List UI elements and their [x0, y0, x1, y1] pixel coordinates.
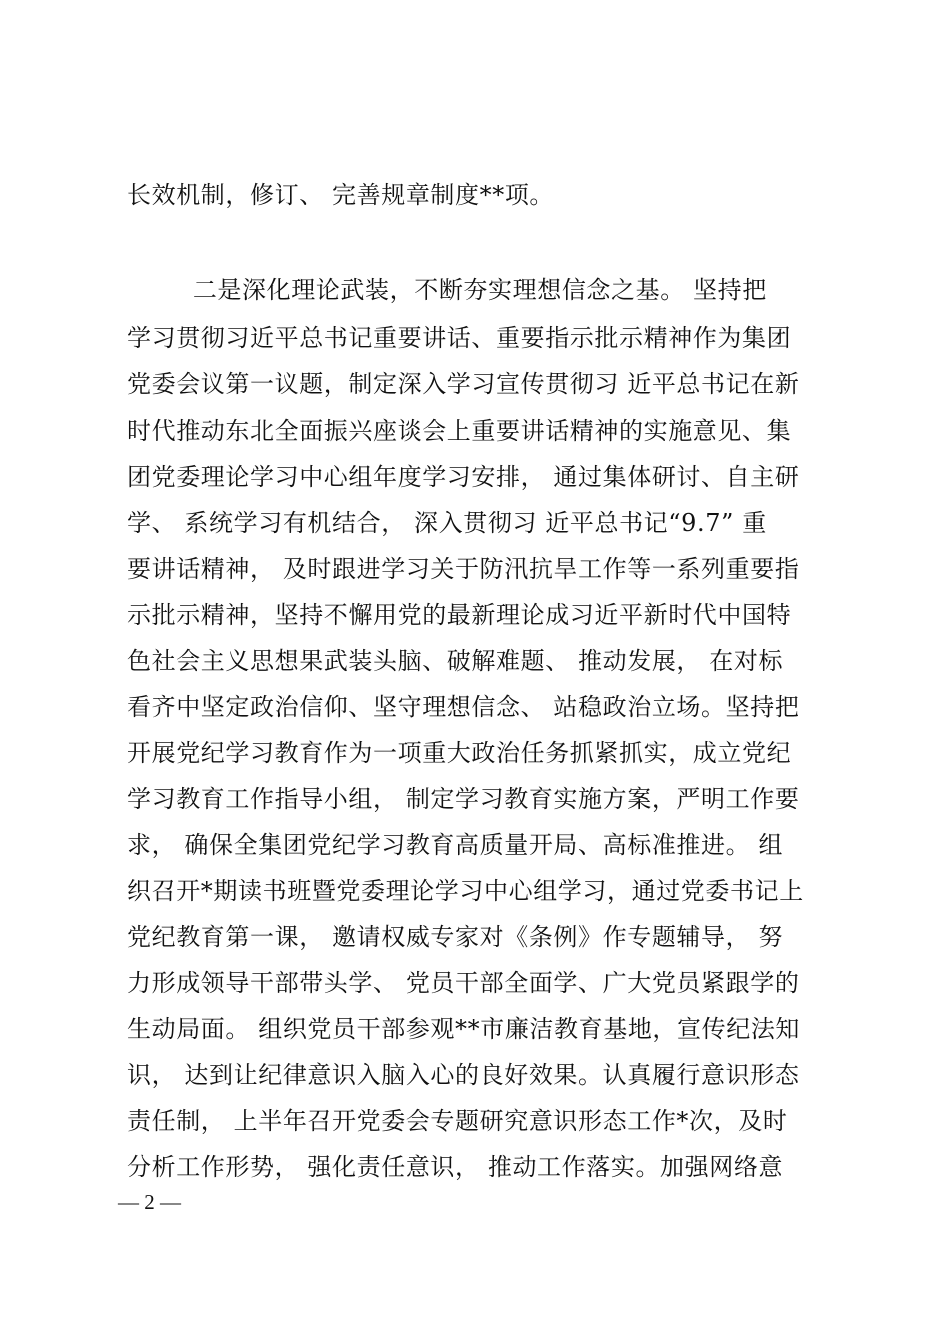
text-line: 党委会议第一议题，制定深入学习宣传贯彻习 近平总书记在新	[127, 370, 800, 398]
text-line: 学、 系统学习有机结合， 深入贯彻习 近平总书记“9.7” 重	[127, 509, 767, 537]
text-line: 党纪教育第一课， 邀请权威专家对《条例》作专题辅导， 努	[127, 923, 784, 951]
text-line: 时代推动东北全面振兴座谈会上重要讲话精神的实施意见、集	[127, 417, 792, 445]
text-line: 要讲话精神， 及时跟进学习关于防汛抗旱工作等一系列重要指	[127, 555, 800, 583]
text-line: 长效机制，修订、 完善规章制度**项。	[127, 181, 555, 209]
page-number: — 2 —	[118, 1190, 181, 1214]
text-line: 学习教育工作指导小组， 制定学习教育实施方案，严明工作要	[127, 785, 800, 813]
paragraph-heading-line: 二是深化理论武装，不断夯实理想信念之基。 坚持把	[127, 276, 767, 304]
text-line: 责任制， 上半年召开党委会专题研究意识形态工作*次，及时	[127, 1107, 788, 1135]
text-line: 看齐中坚定政治信仰、坚守理想信念、 站稳政治立场。坚持把	[127, 693, 800, 721]
text-line: 求， 确保全集团党纪学习教育高质量开局、高标准推进。 组	[127, 831, 784, 859]
text-line: 力形成领导干部带头学、 党员干部全面学、广大党员紧跟学的	[127, 969, 800, 997]
text-line: 学习贯彻习近平总书记重要讲话、重要指示批示精神作为集团	[127, 324, 792, 352]
text-line: 分析工作形势， 强化责任意识， 推动工作落实。加强网络意	[127, 1153, 784, 1181]
text-line: 织召开*期读书班暨党委理论学习中心组学习，通过党委书记上	[127, 877, 804, 905]
text-line: 识， 达到让纪律意识入脑入心的良好效果。认真履行意识形态	[127, 1061, 800, 1089]
text-line: 开展党纪学习教育作为一项重大政治任务抓紧抓实，成立党纪	[127, 739, 792, 767]
text-line: 生动局面。 组织党员干部参观**市廉洁教育基地，宣传纪法知	[127, 1015, 801, 1043]
text-line: 色社会主义思想果武装头脑、破解难题、 推动发展， 在对标	[127, 647, 784, 675]
text-line: 团党委理论学习中心组年度学习安排， 通过集体研讨、自主研	[127, 463, 800, 491]
text-line: 示批示精神，坚持不懈用党的最新理论成习近平新时代中国特	[127, 601, 792, 629]
